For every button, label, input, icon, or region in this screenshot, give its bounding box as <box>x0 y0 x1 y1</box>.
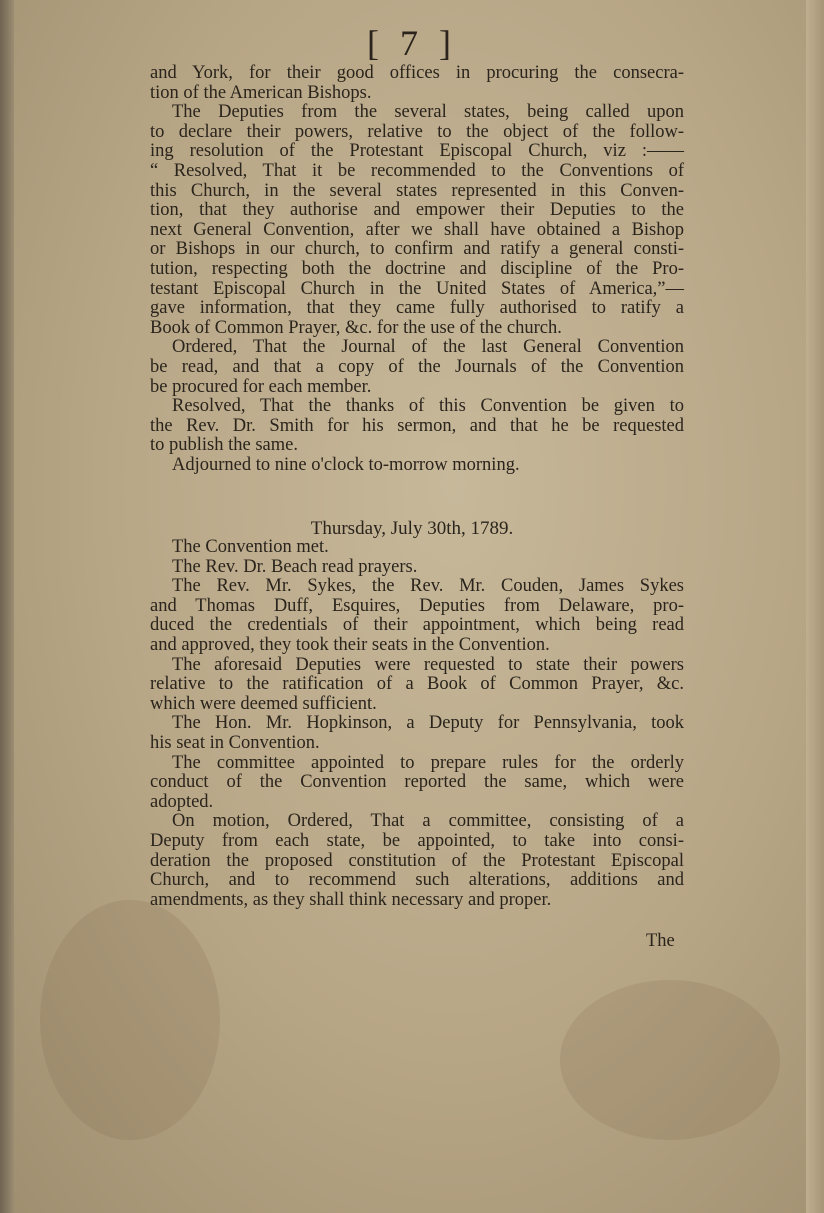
text-block-top <box>150 64 684 475</box>
page-edge-right <box>806 0 824 1213</box>
text-line: this Church, in the several states represented in this Conven- <box>150 180 684 201</box>
text-line: adopted. <box>150 791 214 812</box>
text-line: ing resolution of the Protestant Episcopal Church, viz :—— <box>150 141 684 162</box>
text-line: which were deemed sufficient. <box>150 693 377 714</box>
text-line: duced the credentials of their appointment, which being read <box>150 615 684 636</box>
text-line: amendments, as they shall think necessary and proper. <box>150 889 552 910</box>
text-block-bottom <box>150 538 684 910</box>
text-line: relative to the ratification of a Book of Common Prayer, &c. <box>150 674 684 695</box>
text-line: The aforesaid Deputies were requested to state their powers <box>172 654 684 675</box>
text-line: and Thomas Duff, Esquires, Deputies from Delaware, pro- <box>150 595 684 616</box>
text-line: the Rev. Dr. Smith for his sermon, and that he be requested <box>150 415 684 436</box>
text-line: Adjourned to nine o'clock to-morrow morning. <box>172 454 520 475</box>
text-line: be procured for each member. <box>150 376 372 397</box>
text-line: be read, and that a copy of the Journals of the Convention <box>150 356 684 377</box>
text-line: The Rev. Dr. Beach read prayers. <box>172 556 418 577</box>
text-line: The Deputies from the several states, being called upon <box>172 102 684 123</box>
text-line: conduct of the Convention reported the same, which were <box>150 772 684 793</box>
text-line: tion, that they authorise and empower their Deputies to the <box>150 200 684 221</box>
text-line: and approved, they took their seats in the Convention. <box>150 634 550 655</box>
text-line: Resolved, That the thanks of this Convention be given to <box>172 396 684 417</box>
text-line: to declare their powers, relative to the object of the follow- <box>150 121 684 142</box>
text-line: Church, and to recommend such alterations, additions and <box>150 870 684 891</box>
catchword: The <box>646 931 675 951</box>
text-line: next General Convention, after we shall have obtained a Bishop <box>150 219 684 240</box>
paper-stain <box>40 900 220 1140</box>
text-line: The Rev. Mr. Sykes, the Rev. Mr. Couden, James Sykes <box>172 576 684 597</box>
text-line: gave information, that they came fully authorised to ratify a <box>150 298 684 319</box>
text-line: Ordered, That the Journal of the last General Convention <box>172 337 684 358</box>
page-number: [ 7 ] <box>367 23 457 63</box>
text-line: The Convention met. <box>172 537 329 557</box>
text-line: Book of Common Prayer, &c. for the use of the church. <box>150 317 562 338</box>
paper-stain <box>560 980 780 1140</box>
text-line: deration the proposed constitution of the Protestant Episcopal <box>150 850 684 871</box>
text-line: “ Resolved, That it be recommended to the Conventions of <box>150 160 684 181</box>
text-line: to publish the same. <box>150 435 298 456</box>
text-line: and York, for their good offices in procuring the consecra- <box>150 63 684 83</box>
text-line: The committee appointed to prepare rules for the orderly <box>172 752 684 773</box>
text-line: or Bishops in our church, to confirm and ratify a general consti- <box>150 239 684 260</box>
section-heading: Thursday, July 30th, 1789. <box>310 518 514 539</box>
text-line: tution, respecting both the doctrine and discipline of the Pro- <box>150 258 684 279</box>
text-line: testant Episcopal Church in the United States of America,”— <box>150 278 684 299</box>
page-edge-left <box>0 0 14 1213</box>
text-line: Deputy from each state, be appointed, to take into consi- <box>150 830 684 851</box>
text-line: The Hon. Mr. Hopkinson, a Deputy for Pennsylvania, took <box>172 713 684 734</box>
text-line: tion of the American Bishops. <box>150 82 372 103</box>
text-line: his seat in Convention. <box>150 732 320 753</box>
text-line: On motion, Ordered, That a committee, consisting of a <box>172 811 684 832</box>
